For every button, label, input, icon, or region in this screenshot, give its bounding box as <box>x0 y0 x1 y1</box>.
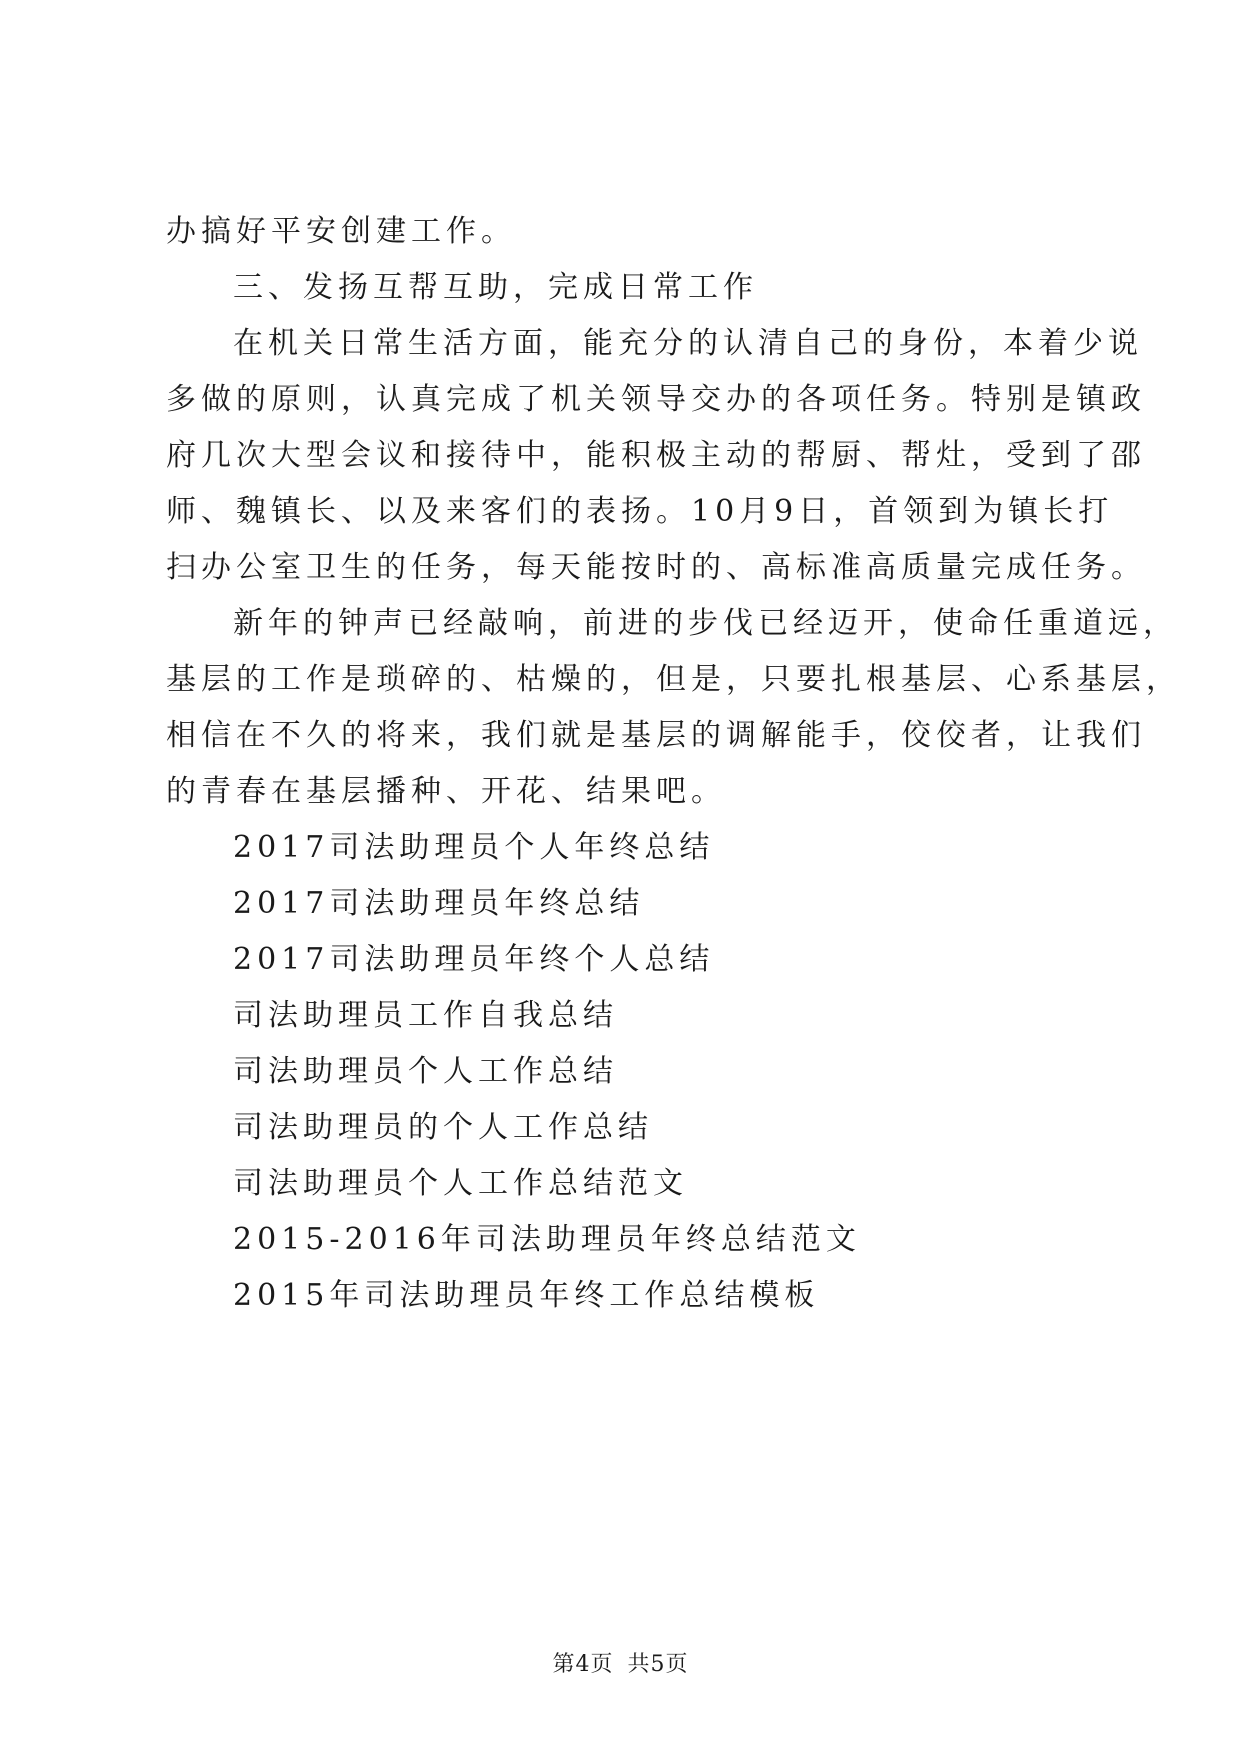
related-link[interactable]: 司法助理员个人工作总结 <box>233 1054 618 1089</box>
page-footer <box>0 1650 1241 1680</box>
related-link[interactable]: 司法助理员的个人工作总结 <box>233 1110 653 1145</box>
related-link[interactable]: 2015-2016年司法助理员年终总结范文 <box>233 1222 861 1257</box>
related-link[interactable]: 2017司法助理员年终个人总结 <box>233 942 715 977</box>
related-link[interactable]: 2017司法助理员年终总结 <box>233 886 645 921</box>
related-link[interactable]: 2015年司法助理员年终工作总结模板 <box>233 1278 820 1313</box>
related-link[interactable]: 司法助理员工作自我总结 <box>233 998 618 1033</box>
page-number: 第4页 <box>552 1652 614 1677</box>
body-line: 相信在不久的将来，我们就是基层的调解能手，佼佼者，让我们 <box>166 718 1146 753</box>
body-line: 办搞好平安创建工作。 <box>166 214 516 249</box>
section-heading: 三、发扬互帮互助，完成日常工作 <box>233 270 758 305</box>
body-line: 的青春在基层播种、开花、结果吧。 <box>166 774 726 809</box>
body-line: 新年的钟声已经敲响，前进的步伐已经迈开，使命任重道远， <box>233 606 1178 641</box>
body-line: 师、魏镇长、以及来客们的表扬。10月9日，首领到为镇长打 <box>166 494 1114 529</box>
body-line: 扫办公室卫生的任务，每天能按时的、高标准高质量完成任务。 <box>166 550 1146 585</box>
related-link[interactable]: 2017司法助理员个人年终总结 <box>233 830 715 865</box>
body-line: 多做的原则，认真完成了机关领导交办的各项任务。特别是镇政 <box>166 382 1146 417</box>
body-line: 在机关日常生活方面，能充分的认清自己的身份，本着少说 <box>233 326 1143 361</box>
body-line: 基层的工作是琐碎的、枯燥的，但是，只要扎根基层、心系基层， <box>166 662 1181 697</box>
related-link[interactable]: 司法助理员个人工作总结范文 <box>233 1166 688 1201</box>
page-total: 共5页 <box>627 1652 689 1677</box>
body-line: 府几次大型会议和接待中，能积极主动的帮厨、帮灶，受到了邵 <box>166 438 1146 473</box>
